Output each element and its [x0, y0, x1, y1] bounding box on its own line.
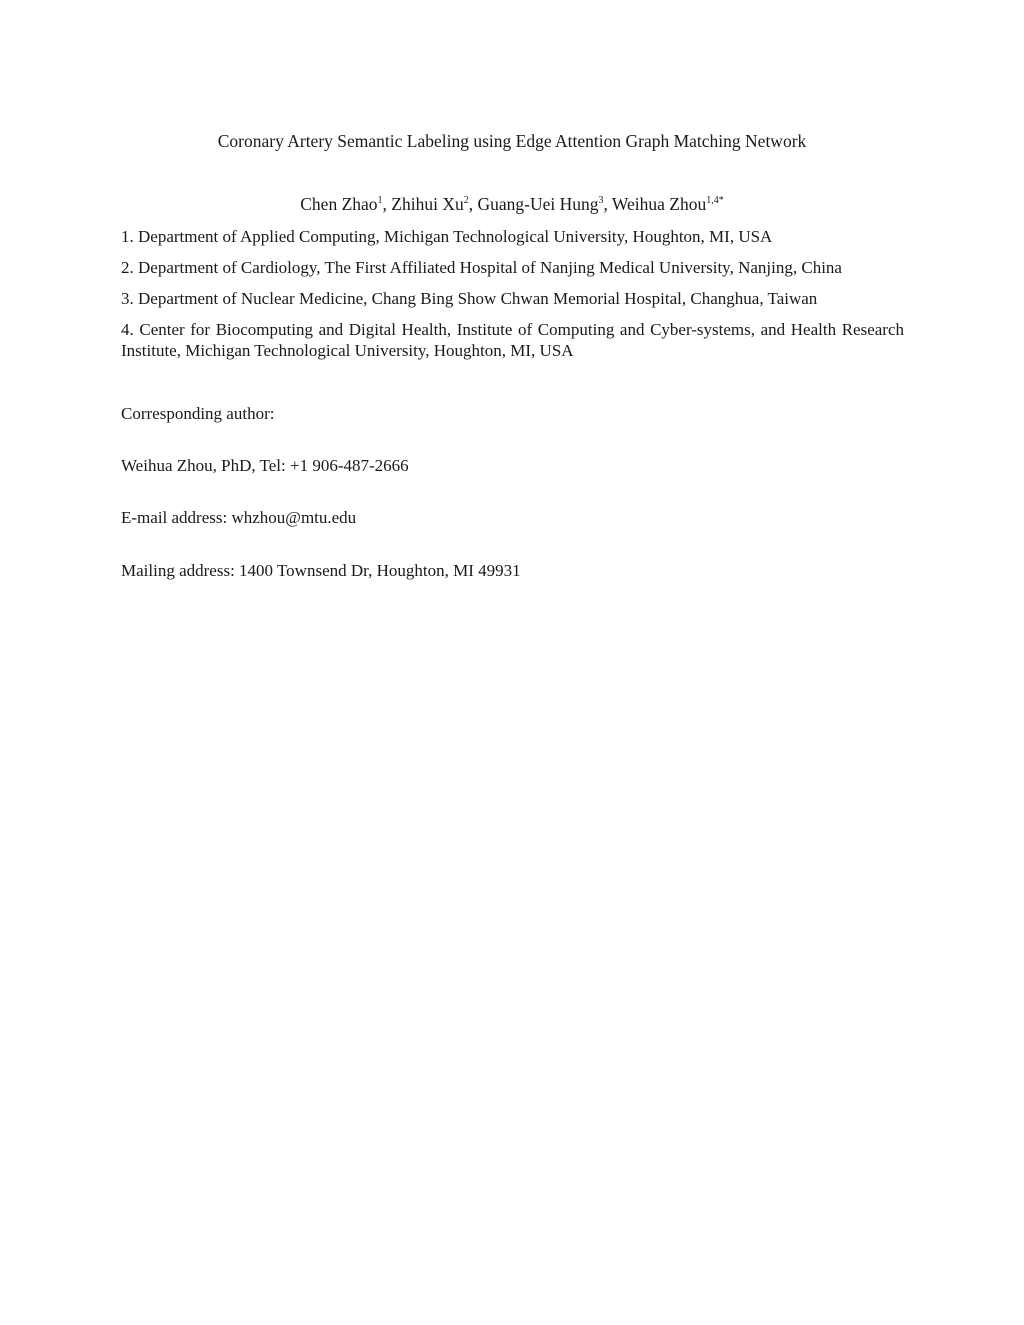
corresponding-author-label: Corresponding author:: [121, 404, 275, 423]
corresponding-author-phone: Weihua Zhou, PhD, Tel: +1 906-487-2666: [121, 456, 409, 475]
author-affiliation-mark: 1: [377, 195, 383, 206]
affiliation-4: 4. Center for Biocomputing and Digital Health, Institute of Computing and Cyber-systems, and Health Research Institute, Michigan Technological University, Houghton, MI, USA: [121, 320, 904, 360]
author-affiliation-mark: 1,4*: [706, 195, 724, 206]
author-name: Chen Zhao: [300, 194, 378, 214]
author-separator: ,: [603, 194, 612, 214]
affiliation-2: 2. Department of Cardiology, The First Affiliated Hospital of Nanjing Medical University, Nanjing, China: [121, 258, 842, 277]
author-separator: ,: [382, 194, 392, 214]
author-name: Zhihui Xu: [391, 194, 464, 214]
corresponding-author-email: E-mail address: whzhou@mtu.edu: [121, 508, 357, 527]
author-name: Guang-Uei Hung: [477, 194, 599, 214]
paper-title: Coronary Artery Semantic Labeling using Edge Attention Graph Matching Network: [217, 131, 807, 151]
affiliation-3: 3. Department of Nuclear Medicine, Chang Bing Show Chwan Memorial Hospital, Changhua, Taiwan: [121, 289, 818, 308]
corresponding-author-mailing-address: Mailing address: 1400 Townsend Dr, Houghton, MI 49931: [121, 561, 521, 580]
author-affiliation-mark: 2: [463, 195, 469, 206]
author-name: Weihua Zhou: [611, 194, 707, 214]
author-affiliation-mark: 3: [598, 195, 604, 206]
author-separator: ,: [468, 194, 478, 214]
author-list: [0, 194, 1024, 215]
affiliation-1: 1. Department of Applied Computing, Michigan Technological University, Houghton, MI, USA: [121, 227, 773, 246]
